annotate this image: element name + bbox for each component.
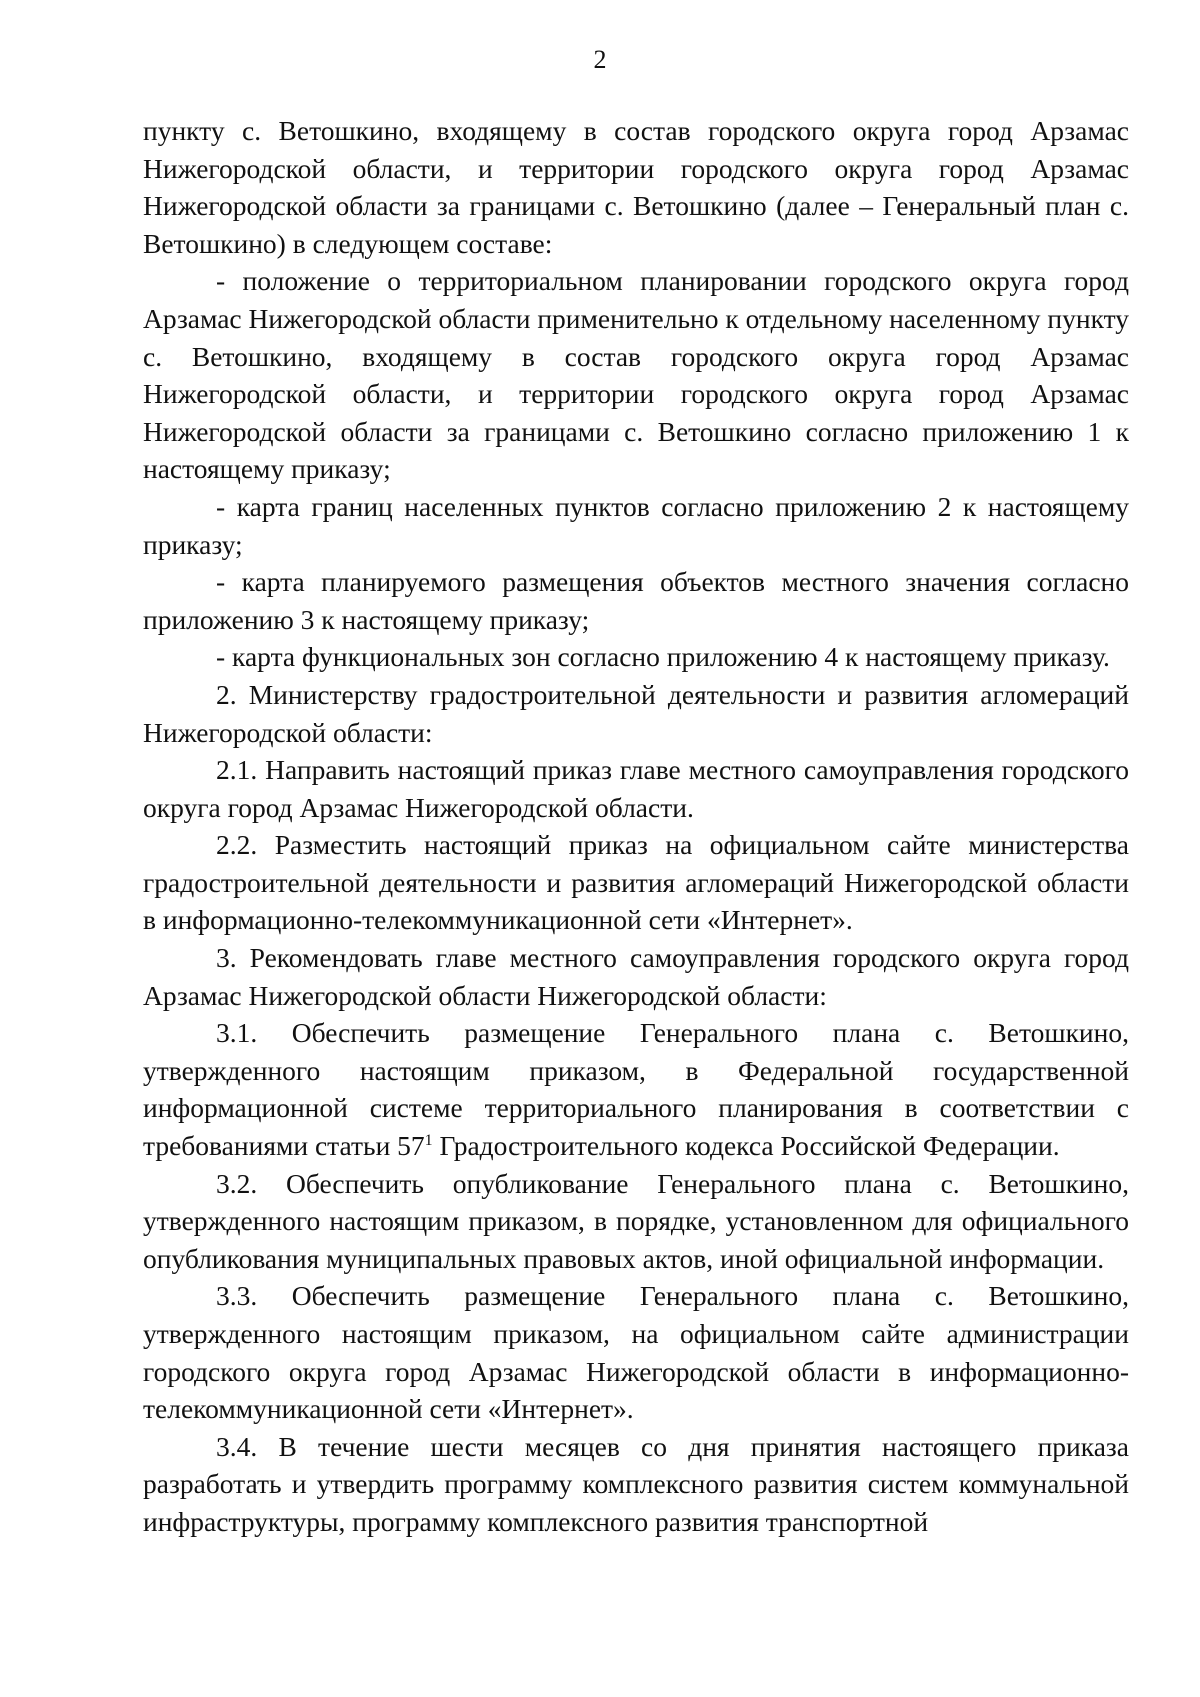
page-number: 2 <box>593 45 607 74</box>
list-item-functional-zones-map: - карта функциональных зон согласно приложению 4 к настоящему приказу. <box>216 641 1110 673</box>
clause-3-1-text-end: Градостроительного кодекса Российской Федерации. <box>432 1130 1060 1162</box>
list-item-settlement-borders-map: - карта границ населенных пунктов согласно приложению 2 к настоящему приказу; <box>143 490 1129 560</box>
clause-2: 2. Министерству градостроительной деятельности и развития агломераций Нижегородской области: <box>143 678 1129 748</box>
clause-3-1 <box>143 1014 1129 1164</box>
clause-2-2: 2.2. Разместить настоящий приказ на официальном сайте министерства градостроительной деятельности и развития агломераций Нижегородской области в информационно-телекоммуникационной сети «Интернет». <box>143 829 1129 936</box>
article-superscript: 1 <box>424 1132 433 1150</box>
clause-3-4: 3.4. В течение шести месяцев со дня принятия настоящего приказа разработать и утвердить программу комплексного развития систем коммунальной инфраструктуры, программу комплексного развития транспортной <box>143 1430 1129 1537</box>
document-body <box>143 112 1129 1541</box>
clause-3-2: 3.2. Обеспечить опубликование Генерального плана с. Ветошкино, утвержденного настоящим приказом, в порядке, установленном для официального опубликования муниципальных правовых актов, иной официальной информации. <box>143 1167 1129 1274</box>
list-item-territorial-planning: - положение о территориальном планировании городского округа город Арзамас Нижегородской области применительно к отдельному населенному пункту с. Ветошкино, входящему в состав городского округа город Арзамас Нижегородской области, и территории городского округа город Арзамас Нижегородской области за границами с. Ветошкино согласно приложению 1 к настоящему приказу; <box>143 265 1129 485</box>
paragraph-continuation: пункту с. Ветошкино, входящему в состав городского округа город Арзамас Нижегородской области, и территории городского округа город Арзамас Нижегородской области за границами с. Ветошкино (далее – Генеральный план с. Ветошкино) в следующем составе: <box>143 115 1129 259</box>
clause-3-3: 3.3. Обеспечить размещение Генерального плана с. Ветошкино, утвержденного настоящим приказом, на официальном сайте администрации городского округа город Арзамас Нижегородской области в информационно-телекоммуникационной сети «Интернет». <box>143 1280 1129 1425</box>
clause-3-1-text: 3.1. Обеспечить размещение Генерального плана с. Ветошкино, утвержденного настоящим приказом, в Федеральной государственной информационной системе территориального планирования в соответствии с требованиями статьи 57 <box>143 1017 1129 1162</box>
list-item-local-objects-map: - карта планируемого размещения объектов местного значения согласно приложению 3 к настоящему приказу; <box>143 566 1129 635</box>
clause-2-1: 2.1. Направить настоящий приказ главе местного самоуправления городского округа город Арзамас Нижегородской области. <box>143 754 1129 823</box>
clause-3: 3. Рекомендовать главе местного самоуправления городского округа город Арзамас Нижегородской области Нижегородской области: <box>143 942 1129 1011</box>
